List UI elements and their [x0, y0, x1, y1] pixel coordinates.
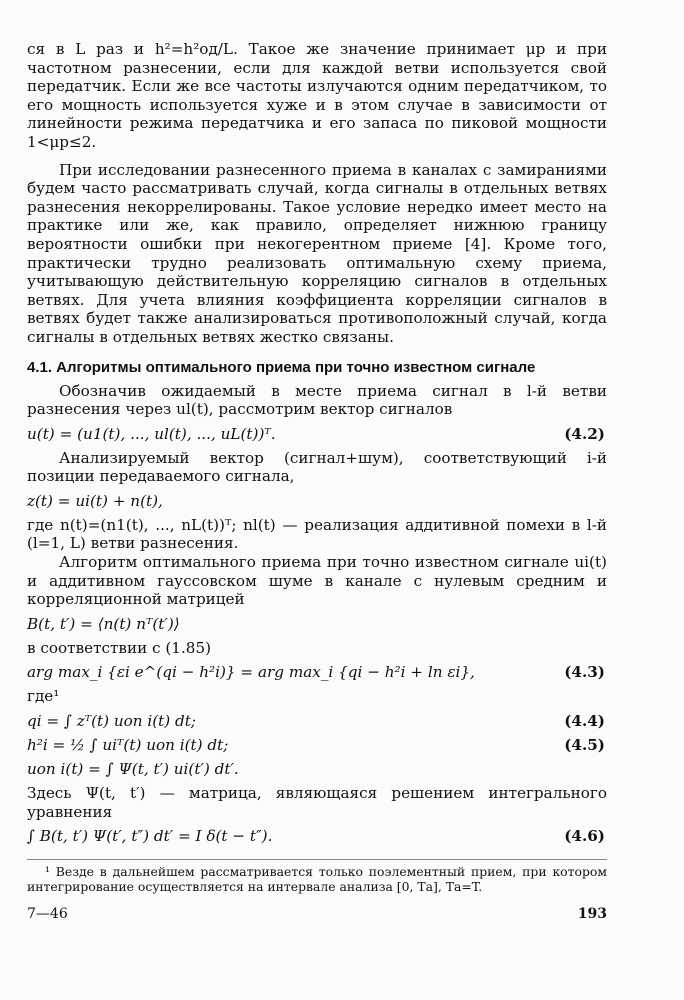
equation-4-3-formula: arg max_i {εi e^(qi − h²i)} = arg max_i {qi − h²i + ln εi},	[27, 663, 475, 682]
equation-reference-signal	[27, 760, 607, 778]
equation-4-5-number: (4.5)	[564, 736, 605, 755]
text-signal-definition: Обозначив ожидаемый в месте приема сигнал в l-й ветви разнесения через ul(t), рассмотрим вектор сигналов	[27, 381, 607, 419]
paragraph-1: ся в L раз и h²=h²од/L. Такое же значение принимает μp и при частотном разнесении, если для каждой ветви используется свой передатчик. Если же все частоты излучаются одним передатчиком, то его мощность используется хуже и в этом случае в зависимости от линейности режима передатчика и его запаса по пиковой мощности 1<μp≤2.	[27, 40, 607, 151]
equation-4-5-formula: h²i = ½ ∫ uiᵀ(t) uоп i(t) dt;	[27, 736, 229, 755]
text-integral-equation: Здесь Ψ(t, t′) — матрица, являющаяся решением интегрального уравнения	[27, 784, 607, 821]
text-analyzed-vector: Анализируемый вектор (сигнал+шум), соответствующий i-й позиции передаваемого сигнала,	[27, 448, 607, 486]
equation-4-3-number: (4.3)	[564, 663, 605, 682]
equation-4-2-number: (4.2)	[564, 424, 605, 443]
equation-4-4-formula: qi = ∫ zᵀ(t) uоп i(t) dt;	[27, 712, 196, 731]
page-content	[27, 40, 607, 922]
equation-4-6-formula: ∫ B(t, t′) Ψ(t′, t″) dt′ = I δ(t − t″).	[27, 827, 273, 846]
page-footer	[27, 906, 607, 922]
equation-4-4-number: (4.4)	[564, 712, 605, 731]
equation-4-2-formula: u(t) = (u1(t), ..., ul(t), ..., uL(t))ᵀ.	[27, 424, 276, 443]
equation-correlation-matrix	[27, 615, 607, 633]
equation-4-2	[27, 425, 607, 443]
equation-z	[27, 492, 607, 510]
equation-B-formula: B(t, t′) = ⟨n(t) nᵀ(t′)⟩	[27, 614, 180, 633]
equation-z-formula: z(t) = ui(t) + n(t),	[27, 491, 163, 510]
paragraph-2: При исследовании разнесенного приема в каналах с замираниями будем часто рассматривать случай, когда сигналы в отдельных ветвях разнесения некоррелированы. Такое условие нередко имеет место на практике или же, как правило, определяет нижнюю границу вероятности ошибки при некогерентном приеме [4]. Кроме того, практически трудно реализовать оптимальную схему приема, учитывающую действительную корреляцию сигналов в отдельных ветвях. Для учета влияния коэффициента корреляции сигналов в ветвях будет также анализироваться противоположный случай, когда сигналы в отдельных ветвях жестко связаны.	[27, 160, 607, 346]
text-noise-definition: где n(t)=(n1(t), ..., nL(t))ᵀ; nl(t) — реализация аддитивной помехи в l-й (l=1, L) ветви разнесения.	[27, 515, 607, 553]
page-number: 193	[577, 906, 607, 923]
signature-mark: 7—46	[27, 906, 68, 923]
text-where: где¹	[27, 687, 60, 706]
section-heading: 4.1. Алгоритмы оптимального приема при точно известном сигнале	[27, 358, 536, 376]
equation-4-3	[27, 663, 607, 681]
equation-4-6	[27, 827, 607, 845]
footnote: ¹ Везде в дальнейшем рассматривается только поэлементный прием, при котором интегрирование осуществляется на интервале анализа [0, Tа], Tа=T.	[27, 859, 607, 894]
equation-4-5	[27, 736, 607, 754]
text-reference: в соответствии с (1.85)	[27, 638, 212, 657]
text-algorithm: Алгоритм оптимального приема при точно известном сигнале ui(t) и аддитивном гауссовском шуме в канале с нулевым средним и корреляционной матрицей	[27, 553, 607, 609]
equation-uop-formula: uоп i(t) = ∫ Ψ(t, t′) ui(t′) dt′.	[27, 760, 239, 779]
equation-4-6-number: (4.6)	[564, 827, 605, 846]
equation-4-4	[27, 712, 607, 730]
